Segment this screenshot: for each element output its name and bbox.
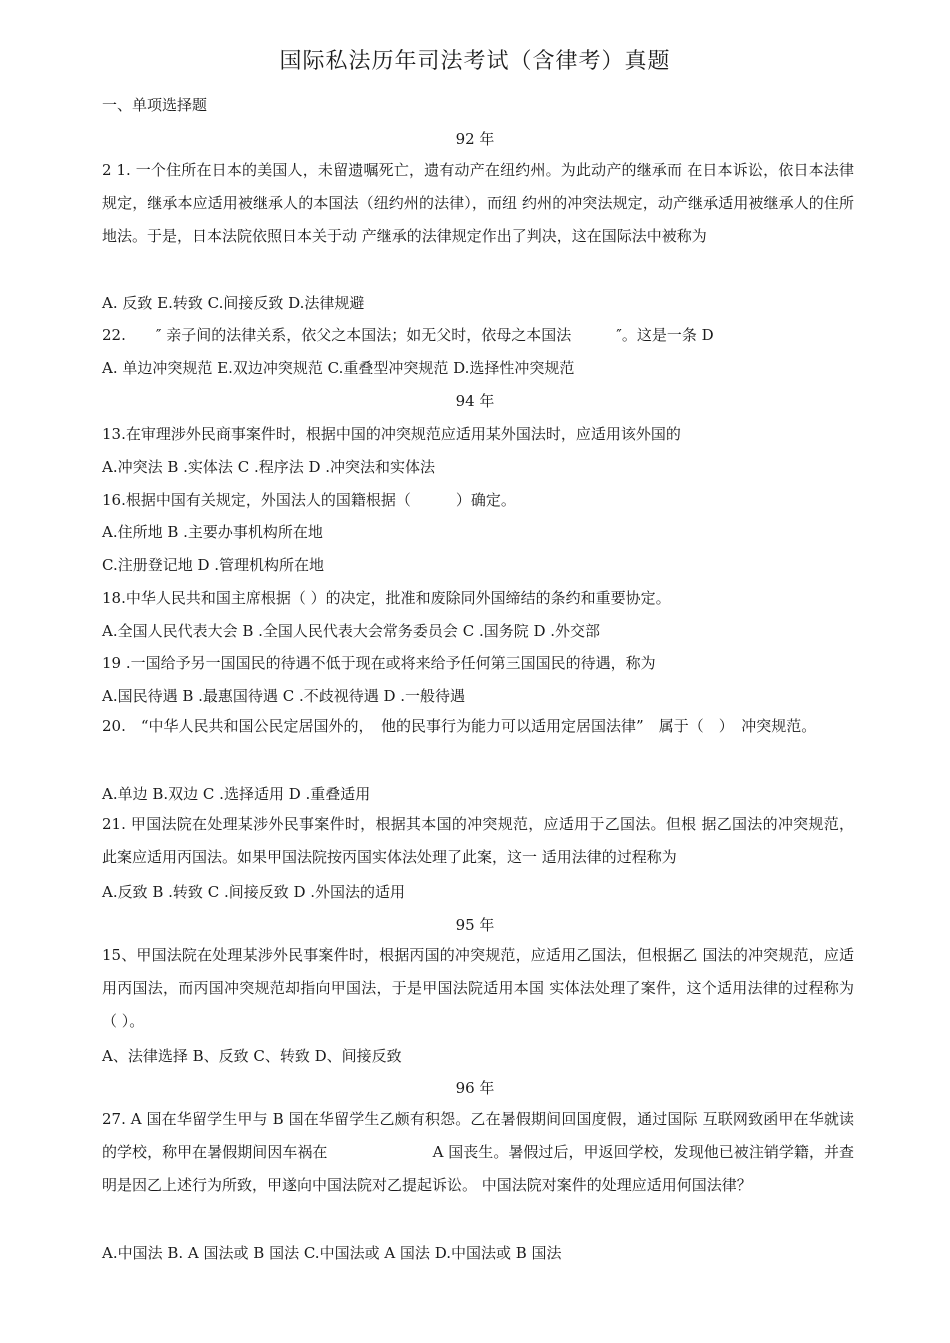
question-94-13-stem: 13.在审理涉外民商事案件时，根据中国的冲突规范应适用某外国法时，应适用该外国的: [102, 425, 681, 443]
question-94-19-options: A.国民待遇 B .最惠国待遇 C .不歧视待遇 D .一般待遇: [102, 687, 466, 705]
year-heading-95: 95 年: [455, 916, 495, 934]
year-heading-94: 94 年: [455, 392, 495, 410]
question-94-20-stem: 20. “中华人民共和国公民定居国外的， 他的民事行为能力可以适用定居国法律” 属于（ ） 冲突规范。: [102, 717, 817, 735]
question-92-21-options: A. 反致 E.转致 C.间接反致 D.法律规避: [102, 294, 365, 312]
document-title: 国际私法历年司法考试（含律考）真题: [279, 49, 671, 74]
question-96-27-options: A.中国法 B. A 国法或 B 国法 C.中国法或 A 国法 D.中国法或 B 国法: [102, 1244, 562, 1262]
question-95-15-stem: 15、甲国法院在处理某涉外民事案件时，根据丙国的冲突规范，应适用乙国法，但根据乙 国法的冲突规范，应适用丙国法，而丙国冲突规范却指向甲国法，于是甲国法院适用本国 实体法处理了案件，这个适用法律的过程称为（ ）。: [102, 946, 854, 1030]
question-94-20-options: A.单边 B.双边 C .选择适用 D .重叠适用: [102, 785, 371, 803]
question-94-16-stem: 16.根据中国有关规定，外国法人的国籍根据（ ）确定。: [102, 491, 516, 509]
question-94-19-stem: 19 .一国给予另一国国民的待遇不低于现在或将来给予任何第三国国民的待遇，称为: [102, 654, 656, 672]
question-95-15-options: A、法律选择 B、反致 C、转致 D、间接反致: [102, 1047, 402, 1065]
question-92-21-stem: 2 1. 一个住所在日本的美国人，未留遗嘱死亡，遗有动产在纽约州。为此动产的继承而 在日本诉讼，依日本法律规定，继承本应适用被继承人的本国法（纽约州的法律），而纽 约州的冲突法规定，动产继承适用被继承人的住所地法。于是，日本法院依照日本关于动 产继承的法律规定作出了判决，这在国际法中被称为: [102, 161, 854, 245]
question-94-21-stem: 21. 甲国法院在处理某涉外民事案件时，根据其本国的冲突规范，应适用于乙国法。但根 据乙国法的冲突规范，此案应适用丙国法。如果甲国法院按丙国实体法处理了此案，这一 适用法律的过程称为: [102, 815, 854, 866]
question-94-16-options-1: A.住所地 B .主要办事机构所在地: [102, 523, 323, 541]
question-94-13-options: A.冲突法 B .实体法 C .程序法 D .冲突法和实体法: [102, 458, 436, 476]
question-94-21-options: A.反致 B .转致 C .间接反致 D .外国法的适用: [102, 883, 406, 901]
year-heading-92: 92 年: [455, 130, 495, 148]
question-92-22-stem: 22. ″ 亲子间的法律关系，依父之本国法；如无父时，依母之本国法 ″。这是一条 D: [102, 326, 714, 344]
section-heading: 一、单项选择题: [102, 96, 208, 114]
question-92-22-options: A. 单边冲突规范 E.双边冲突规范 C.重叠型冲突规范 D.选择性冲突规范: [102, 359, 575, 377]
year-heading-96: 96 年: [455, 1079, 495, 1097]
question-94-18-stem: 18.中华人民共和国主席根据（ ）的决定，批准和废除同外国缔结的条约和重要协定。: [102, 589, 671, 607]
question-96-27-stem: 27. A 国在华留学生甲与 B 国在华留学生乙颇有积怨。乙在暑假期间回国度假，通过国际 互联网致函甲在华就读的学校，称甲在暑假期间因车祸在 A 国丧生。暑假过后，甲返回学校，发现他已被注销学籍，并查明是因乙上述行为所致，甲遂向中国法院对乙提起诉讼。 中国法院对案件的处理应适用何国法律？: [102, 1110, 854, 1194]
question-94-18-options: A.全国人民代表大会 B .全国人民代表大会常务委员会 C .国务院 D .外交部: [102, 622, 601, 640]
question-94-16-options-2: C.注册登记地 D .管理机构所在地: [102, 556, 325, 574]
